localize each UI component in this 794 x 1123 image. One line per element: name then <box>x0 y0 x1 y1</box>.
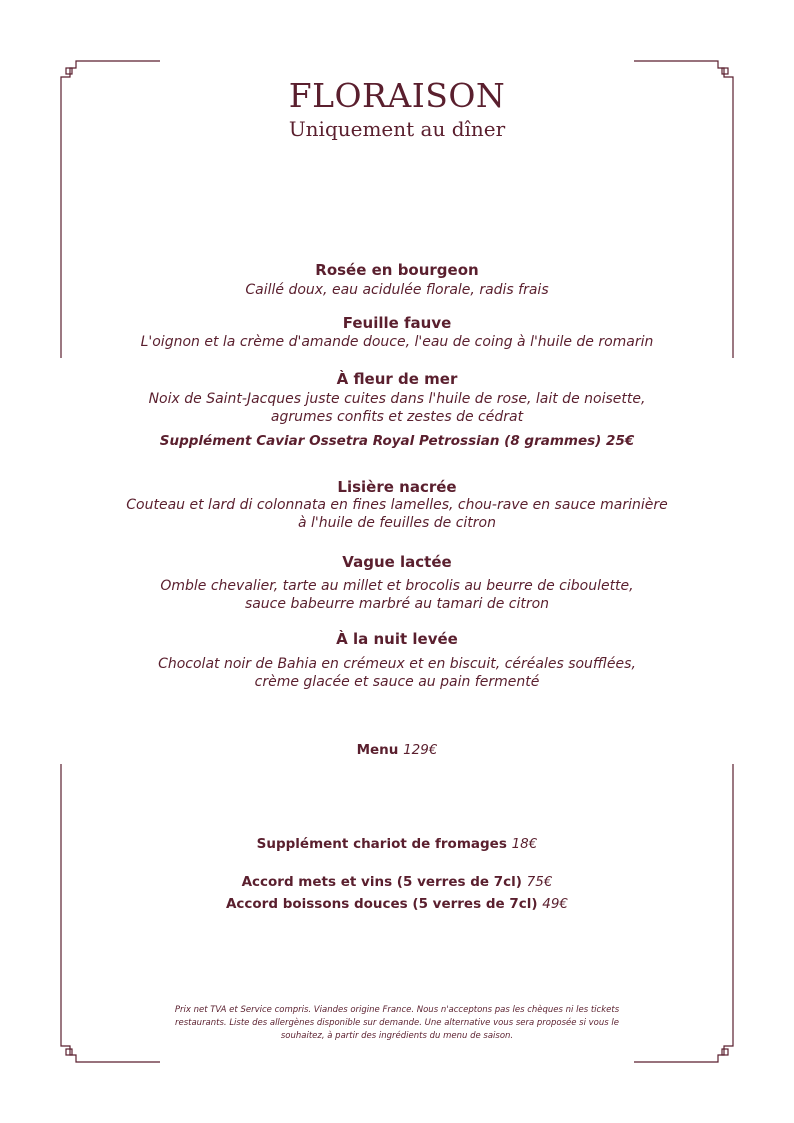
wine-pairing-line <box>0 873 794 891</box>
wine-pairing-price: 75€ <box>526 874 553 890</box>
dish-description: Caillé doux, eau acidulée florale, radis frais <box>245 282 549 298</box>
menu-subtitle: Uniquement au dîner <box>288 117 506 141</box>
dish-name: Feuille fauve <box>342 314 452 332</box>
cheese-supplement-price: 18€ <box>511 836 538 852</box>
dish-name: Lisière nacrée <box>337 478 457 496</box>
restaurant-title: FLORAISON <box>288 76 506 115</box>
dish-name: Vague lactée <box>342 553 452 571</box>
menu-label: Menu <box>356 742 399 758</box>
dish-description: à l'huile de feuilles de citron <box>298 515 496 531</box>
cheese-supplement-line <box>0 835 794 853</box>
dish-name: Rosée en bourgeon <box>315 261 479 279</box>
dish-name: À la nuit levée <box>336 630 458 648</box>
dish-name: À fleur de mer <box>336 370 458 388</box>
cheese-supplement-label: Supplément chariot de fromages <box>256 836 507 852</box>
wine-pairing-label: Accord mets et vins (5 verres de 7cl) <box>241 874 522 890</box>
dish-description: agrumes confits et zestes de cédrat <box>270 409 524 425</box>
dish-description: crème glacée et sauce au pain fermenté <box>254 674 540 690</box>
dish-description: Noix de Saint-Jacques juste cuites dans l'huile de rose, lait de noisette, <box>148 391 646 407</box>
menu-price: 129€ <box>403 742 438 758</box>
footnote-line: restaurants. Liste des allergènes disponible sur demande. Une alternative vous sera proposée si vous le <box>174 1018 619 1028</box>
footnote-line: Prix net TVA et Service compris. Viandes origine France. Nous n'acceptons pas les chèques ni les tickets <box>174 1005 620 1015</box>
dish-description: Omble chevalier, tarte au millet et brocolis au beurre de ciboulette, <box>160 578 634 594</box>
footnote-line: souhaitez, à partir des ingrédients du menu de saison. <box>280 1031 514 1041</box>
soft-pairing-price: 49€ <box>542 896 569 912</box>
dish-description: Couteau et lard di colonnata en fines lamelles, chou-rave en sauce marinière <box>126 497 668 513</box>
menu-price-line <box>0 741 794 759</box>
caviar-supplement: Supplément Caviar Ossetra Royal Petrossian (8 grammes) 25€ <box>159 433 635 449</box>
soft-pairing-line <box>0 895 794 913</box>
soft-pairing-label: Accord boissons douces (5 verres de 7cl) <box>225 896 538 912</box>
dish-description: L'oignon et la crème d'amande douce, l'eau de coing à l'huile de romarin <box>140 334 654 350</box>
dish-description: Chocolat noir de Bahia en crémeux et en biscuit, céréales soufflées, <box>158 656 636 672</box>
dish-description: sauce babeurre marbré au tamari de citron <box>244 596 550 612</box>
